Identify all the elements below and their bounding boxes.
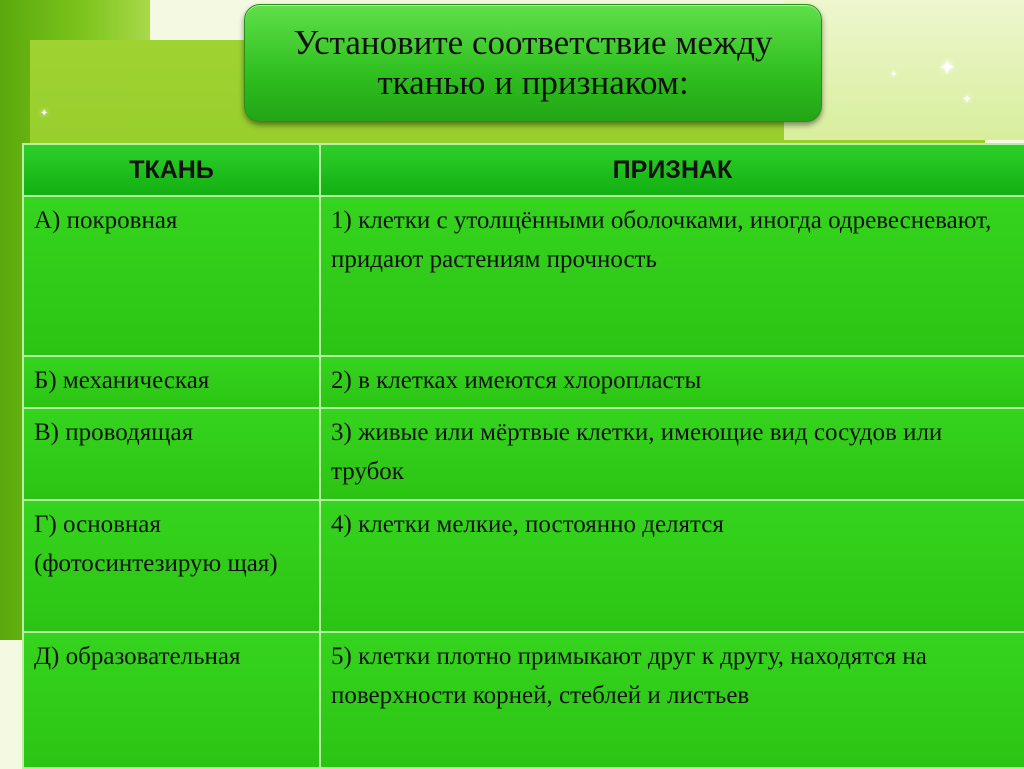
- table-row: [23, 196, 1024, 356]
- sparkle-icon: ✦: [890, 70, 898, 80]
- sparkle-icon: ✦: [938, 56, 957, 81]
- header-feature: ПРИЗНАК: [320, 144, 1024, 196]
- title-line-1: Установите соответствие между: [293, 23, 773, 62]
- feature-cell: 4) клетки мелкие, постоянно делятся: [320, 500, 1024, 632]
- feature-cell: 1) клетки с утолщёнными оболочками, иногда одревесневают, придают растениям прочность: [320, 196, 1024, 356]
- feature-cell: 3) живые или мёртвые клетки, имеющие вид сосудов или трубок: [320, 408, 1024, 500]
- sparkle-icon: ✦: [962, 92, 973, 106]
- table-row: [23, 356, 1024, 408]
- matching-table: [22, 143, 1024, 769]
- slide-title: [244, 4, 822, 122]
- feature-cell: 5) клетки плотно примыкают друг к другу, находятся на поверхности корней, стеблей и листьев: [320, 632, 1024, 768]
- feature-cell: 2) в клетках имеются хлоропласты: [320, 356, 1024, 408]
- table-header-row: [23, 144, 1024, 196]
- sparkle-icon: ✦: [40, 108, 49, 119]
- tissue-cell: Б) механическая: [23, 356, 320, 408]
- tissue-cell: А) покровная: [23, 196, 320, 356]
- tissue-cell: В) проводящая: [23, 408, 320, 500]
- tissue-cell: Д) образовательная: [23, 632, 320, 768]
- header-tissue: ТКАНЬ: [23, 144, 320, 196]
- table-row: [23, 632, 1024, 768]
- table-row: [23, 408, 1024, 500]
- tissue-cell: Г) основная (фотосинтезирую щая): [23, 500, 320, 632]
- title-line-2: тканью и признаком:: [377, 63, 689, 102]
- table-row: [23, 500, 1024, 632]
